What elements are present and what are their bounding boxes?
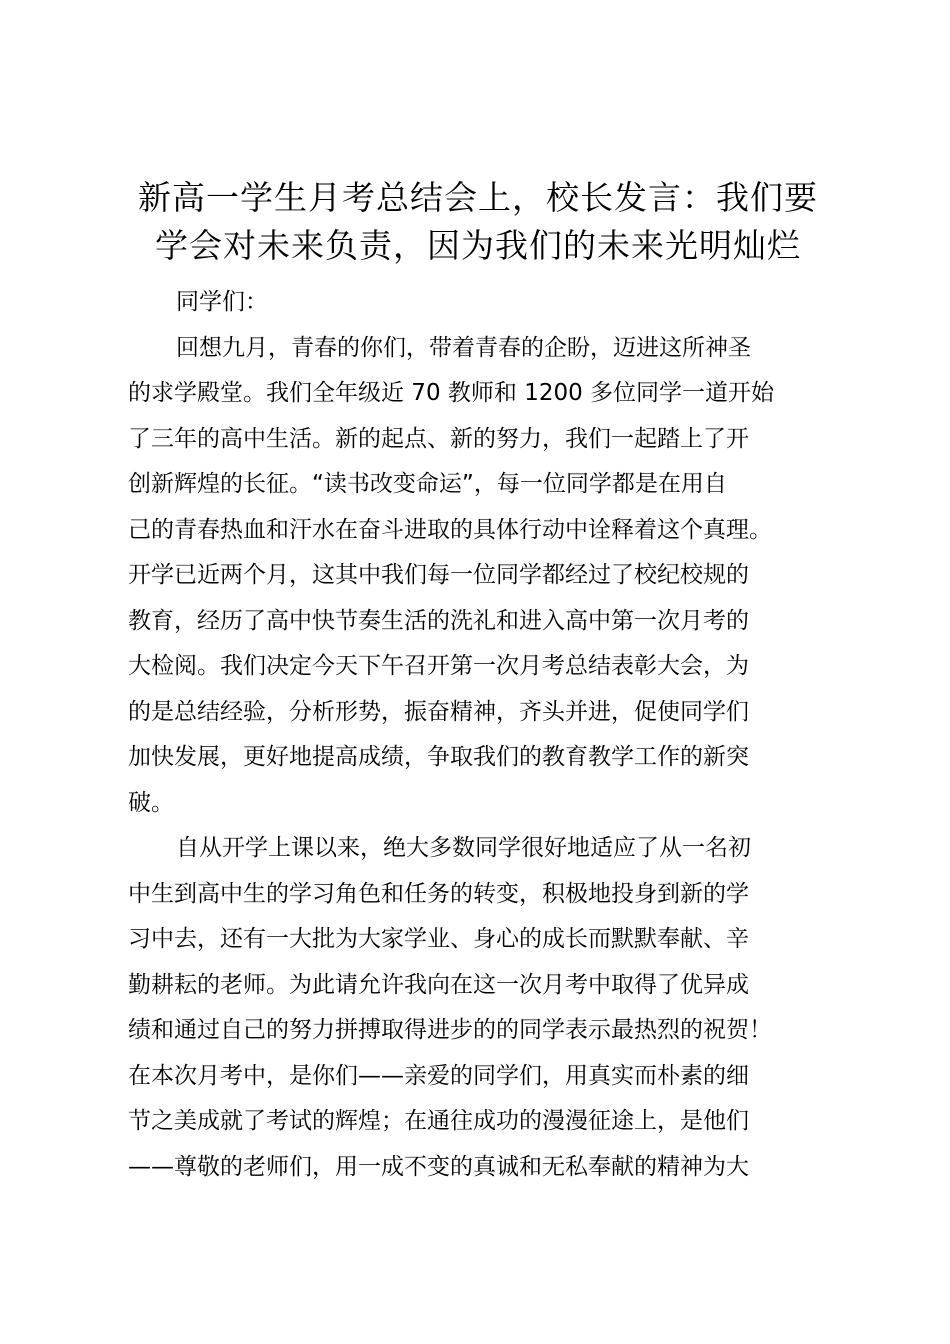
title-line: 新高一学生月考总结会上，校长发言：我们要 [138, 178, 818, 217]
paragraph-line: 破。 [128, 789, 174, 816]
paragraph-line: 的求学殿堂。我们全年级近 70 教师和 1200 多位同学一道开始 [128, 380, 775, 406]
paragraph-line: 的是总结经验，分析形势，振奋精神，齐头并进，促使同学们 [128, 698, 749, 725]
paragraph-line: ——尊敬的老师们，用一成不变的真诚和无私奉献的精神为大 [128, 1153, 749, 1180]
paragraph-line: 开学已近两个月，这其中我们每一位同学都经过了校纪校规的 [128, 562, 749, 588]
paragraph-line: 教育，经历了高中快节奏生活的洗礼和进入高中第一次月考的 [128, 607, 749, 634]
paragraph-line: 在本次月考中，是你们——亲爱的同学们，用真实而朴素的细 [128, 1062, 749, 1089]
paragraph-line: 大检阅。我们决定今天下午召开第一次月考总结表彰大会，为 [128, 653, 749, 679]
paragraph-line: 勤耕耘的老师。为此请允许我向在这一次月考中取得了优异成 [128, 971, 749, 998]
paragraph-line: 自从开学上课以来，绝大多数同学很好地适应了从一名初 [176, 835, 751, 861]
title-line: 学会对未来负责，因为我们的未来光明灿烂 [155, 226, 801, 265]
salutation: 同学们： [176, 289, 268, 315]
paragraph-line: 习中去，还有一大批为大家学业、身心的成长而默默奉献、辛 [128, 926, 749, 952]
paragraph-line: 中生到高中生的学习角色和任务的转变，积极地投身到新的学 [128, 880, 749, 907]
paragraph-line: 回想九月，青春的你们，带着青春的企盼，迈进这所神圣 [176, 334, 751, 361]
paragraph-line: 绩和通过自己的努力拼搏取得进步的的同学表示最热烈的祝贺！ [128, 1017, 772, 1043]
paragraph-line: 创新辉煌的长征。“读书改变命运”，每一位同学都是在用自 [128, 471, 727, 497]
paragraph-line: 节之美成就了考试的辉煌；在通往成功的漫漫征途上，是他们 [128, 1108, 749, 1134]
paragraph-line: 己的青春热血和汗水在奋斗进取的具体行动中诠释着这个真理。 [128, 516, 772, 543]
document-body [128, 280, 840, 1190]
paragraph-line: 加快发展，更好地提高成绩，争取我们的教育教学工作的新突 [128, 744, 749, 770]
document-title [120, 174, 836, 270]
paragraph-line: 了三年的高中生活。新的起点、新的努力，我们一起踏上了开 [128, 425, 749, 452]
